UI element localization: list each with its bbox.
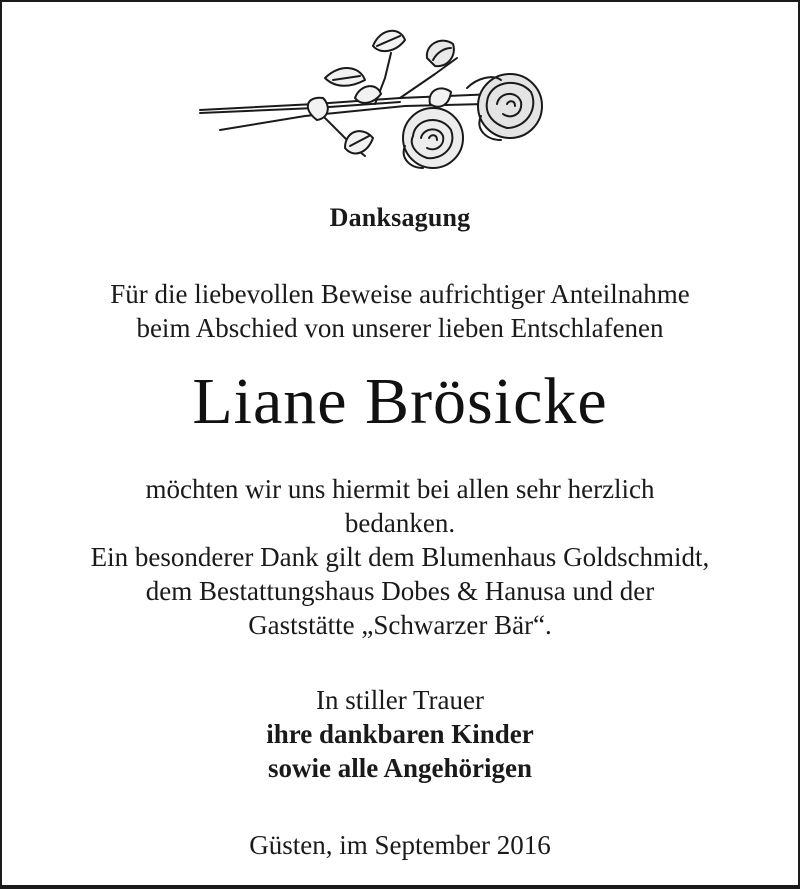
mourners-line: In stiller Trauer [316, 685, 484, 715]
intro-line: Für die liebevollen Beweise aufrichtiger Anteilnahme [110, 279, 690, 309]
thanks-line: Gaststätte „Schwarzer Bär“. [248, 610, 552, 640]
place-date: Güsten, im September 2016 [249, 830, 551, 860]
thanks-line: möchten wir uns hiermit bei allen sehr herzlich [145, 474, 655, 504]
thanks-line: bedanken. [344, 508, 456, 538]
heading-danksagung: Danksagung [329, 203, 471, 232]
roses-icon [195, 18, 555, 183]
thanks-line: dem Bestattungshaus Dobes & Hanusa und der [145, 576, 655, 606]
thanks-line: Ein besonderer Dank gilt dem Blumenhaus Goldschmidt, [90, 542, 710, 572]
intro-line: beim Abschied von unserer lieben Entschlafenen [136, 313, 664, 343]
mourners-line-bold: ihre dankbaren Kinder [266, 719, 534, 749]
intro-text [0, 277, 800, 345]
thanks-text [0, 472, 800, 642]
mourners-block [0, 683, 800, 785]
deceased-name: Liane Brösicke [192, 365, 608, 438]
mourners-line-bold: sowie alle Angehörigen [268, 753, 532, 783]
